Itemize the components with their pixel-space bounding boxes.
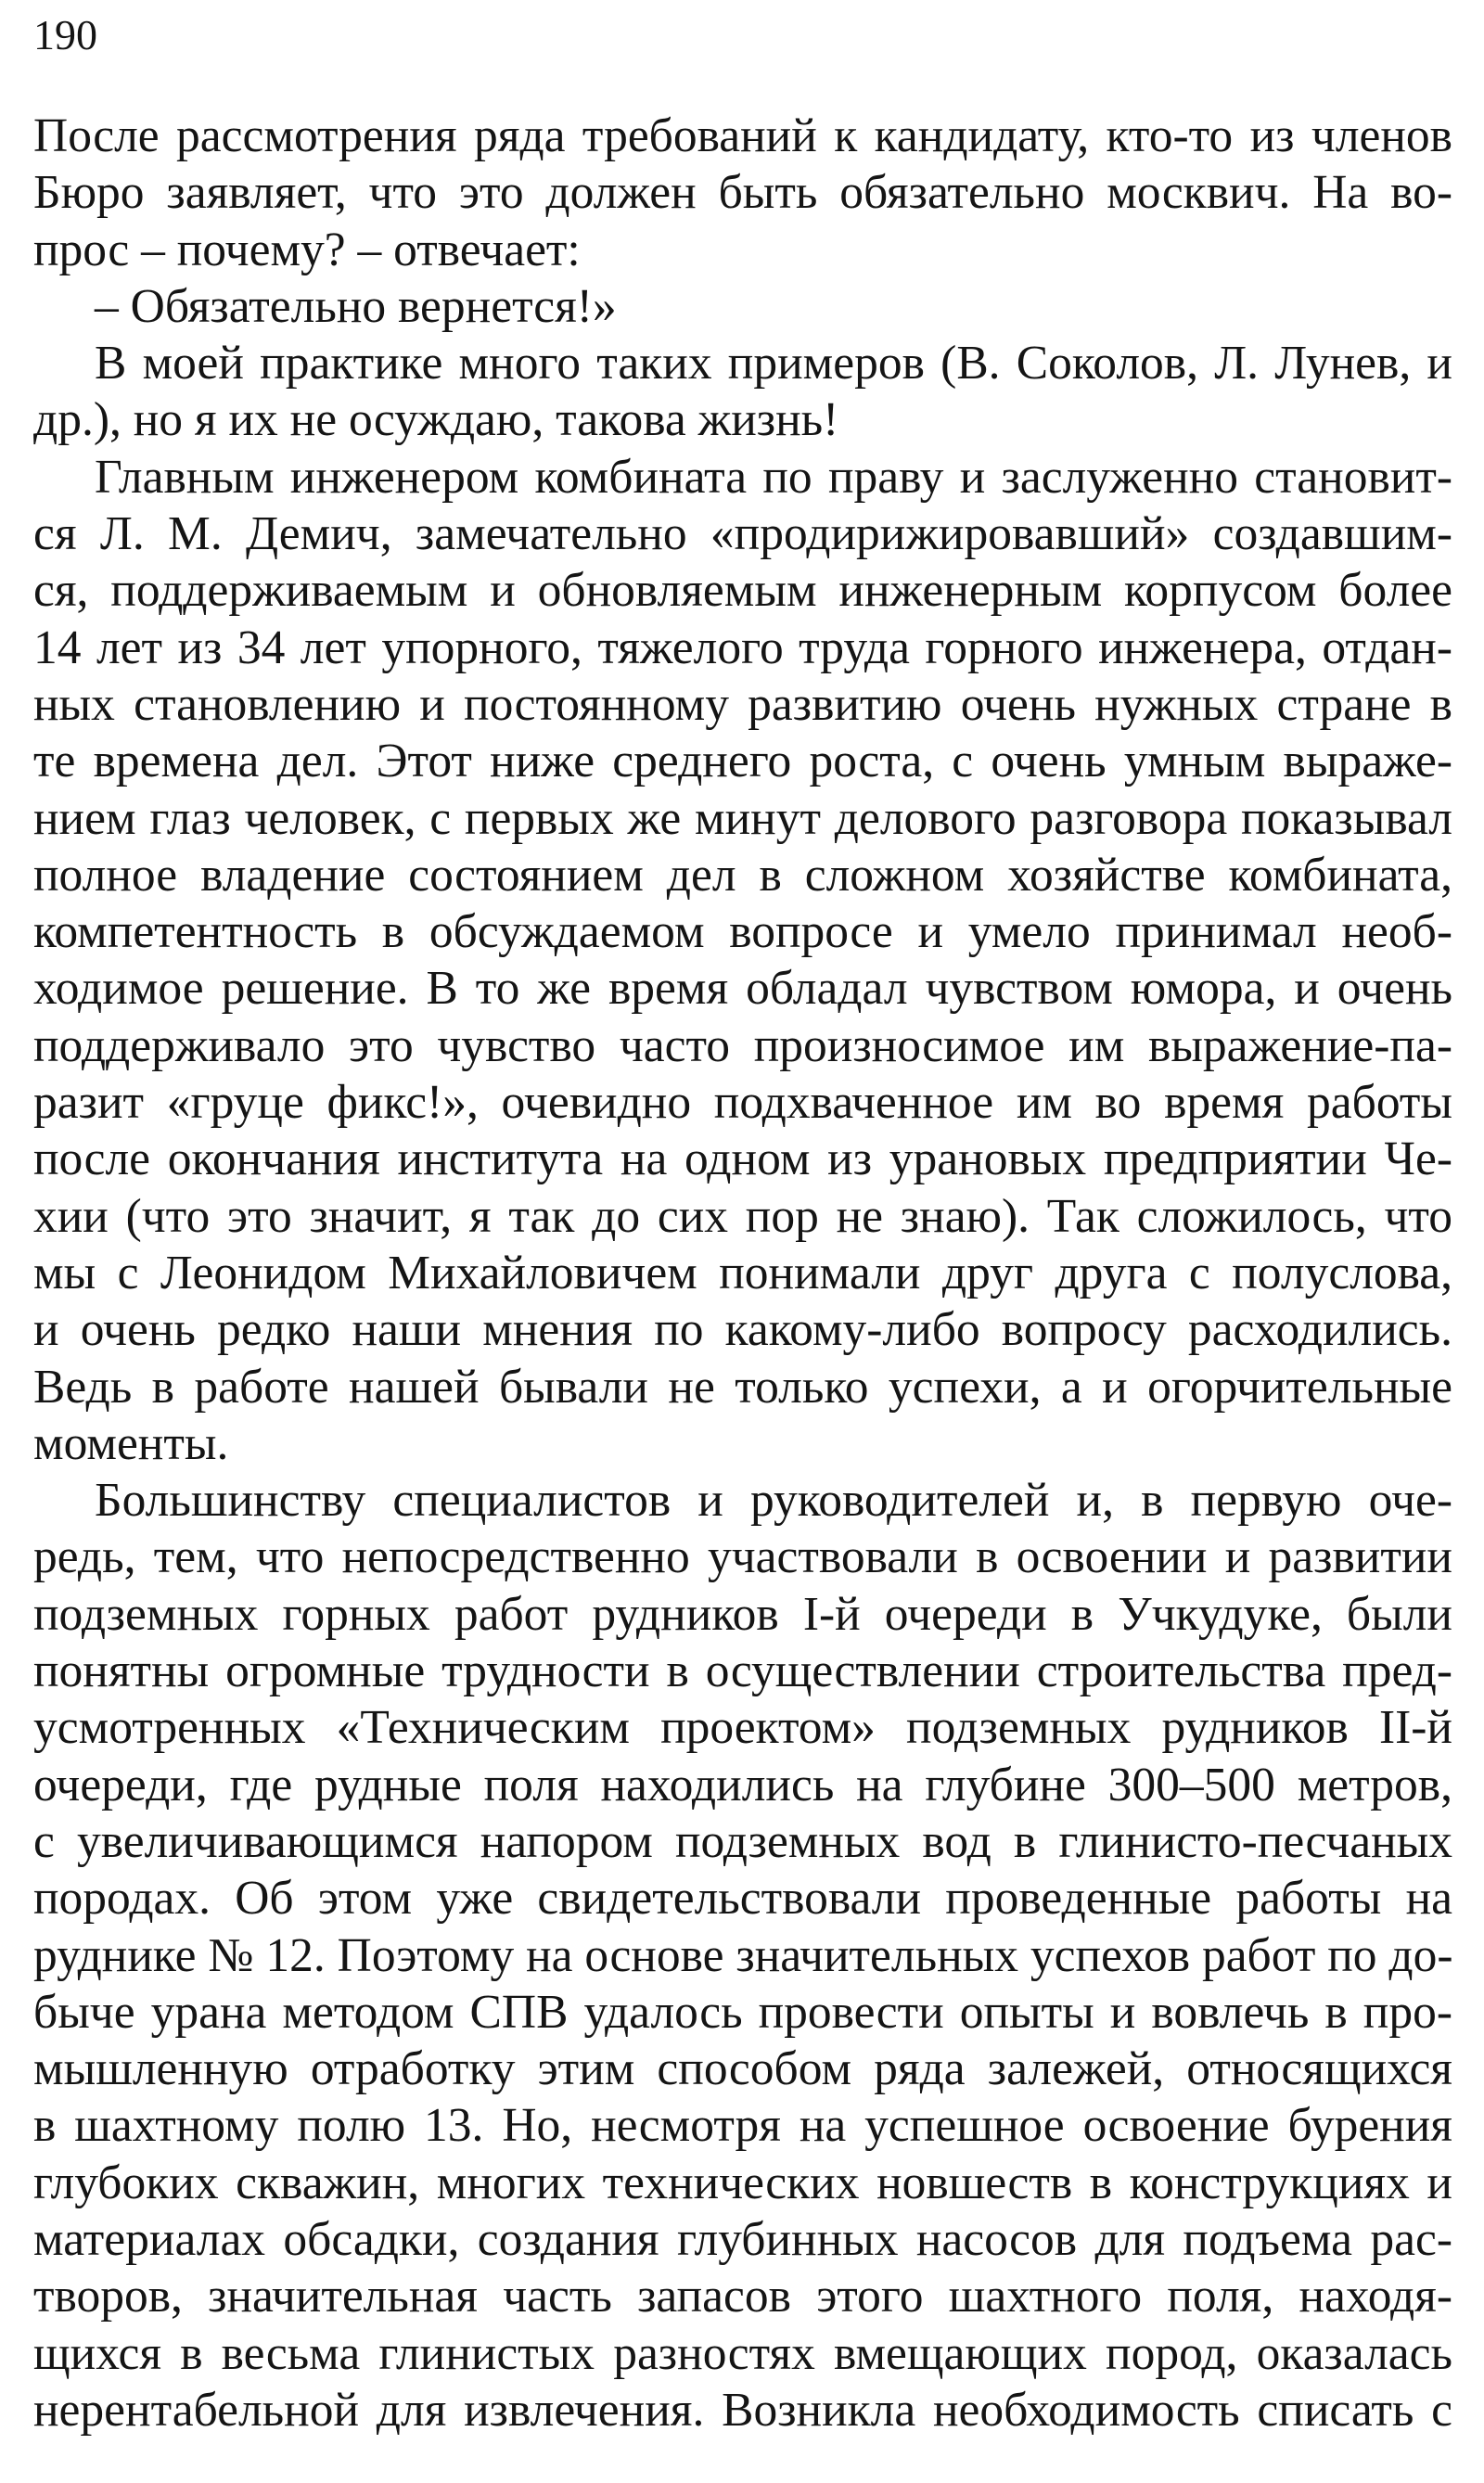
text-line: прос – почему? – отвечает: <box>33 223 581 276</box>
text-line: и очень редко наши мнения по какому-либо вопросу расходились. <box>33 1303 1452 1357</box>
text-line: ся Л. М. Демич, замечательно «продирижировавший» создавшим- <box>33 507 1452 561</box>
text-line: В моей практике много таких примеров (В. Соколов, Л. Лунев, и <box>95 337 1452 390</box>
text-line: разит «груце фикс!», очевидно подхваченное им во время работы <box>33 1076 1452 1130</box>
text-line: Ведь в работе нашей бывали не только успехи, а и огорчительные <box>33 1360 1452 1414</box>
text-line: те времена дел. Этот ниже среднего роста, с очень умным выраже- <box>33 735 1452 788</box>
text-line: Бюро заявляет, что это должен быть обязательно москвич. На во- <box>33 166 1452 220</box>
body-text <box>33 108 1452 2438</box>
text-line: руднике № 12. Поэтому на основе значительных успехов работ по до- <box>33 1928 1453 1982</box>
text-line: Главным инженером комбината по праву и заслуженно становит- <box>95 450 1452 504</box>
text-line: Большинству специалистов и руководителей и, в первую оче- <box>95 1474 1452 1528</box>
text-line: нерентабельной для извлечения. Возникла необходимость списать с <box>33 2383 1452 2437</box>
text-line: – Обязательно вернется!» <box>95 279 617 333</box>
text-line: хии (что это значит, я так до сих пор не знаю). Так сложилось, что <box>33 1189 1452 1243</box>
text-line: мы с Леонидом Михайловичем понимали друг друга с полуслова, <box>33 1246 1452 1299</box>
text-line: мышленную отработку этим способом ряда залежей, относящихся <box>33 2042 1452 2096</box>
text-line: ходимое решение. В то же время обладал чувством юмора, и очень <box>33 962 1452 1016</box>
text-line: ных становлению и постоянному развитию очень нужных стране в <box>33 677 1452 731</box>
text-line: породах. Об этом уже свидетельствовали проведенные работы на <box>33 1872 1452 1926</box>
text-line: полное владение состоянием дел в сложном хозяйстве комбината, <box>33 848 1452 902</box>
text-line: компетентность в обсуждаемом вопросе и умело принимал необ- <box>33 905 1452 959</box>
text-line: с увеличивающимся напором подземных вод в глинисто-песчаных <box>33 1814 1452 1868</box>
text-line: подземных горных работ рудников I-й очереди в Учкудуке, были <box>33 1587 1452 1641</box>
text-line: в шахтному полю 13. Но, несмотря на успешное освоение бурения <box>33 2099 1452 2153</box>
text-line: усмотренных «Техническим проектом» подземных рудников II-й <box>33 1701 1452 1755</box>
text-line: редь, тем, что непосредственно участвовали в освоении и развитии <box>33 1530 1452 1584</box>
text-line: поддерживало это чувство часто произносимое им выражение-па- <box>33 1018 1452 1072</box>
text-line: После рассмотрения ряда требований к кандидату, кто-то из членов <box>33 109 1452 162</box>
text-line: творов, значительная часть запасов этого шахтного поля, находя- <box>33 2270 1452 2323</box>
text-line: щихся в весьма глинистых разностях вмещающих пород, оказалась <box>33 2326 1452 2380</box>
text-line: 14 лет из 34 лет упорного, тяжелого труда горного инженера, отдан- <box>33 621 1452 674</box>
text-line: материалах обсадки, создания глубинных насосов для подъема рас- <box>33 2212 1452 2266</box>
text-line: глубоких скважин, многих технических новшеств в конструкциях и <box>33 2156 1452 2209</box>
text-line: др.), но я их не осуждаю, такова жизнь! <box>33 393 839 447</box>
text-line: очереди, где рудные поля находились на глубине 300–500 метров, <box>33 1758 1452 1811</box>
text-line: понятны огромные трудности в осуществлении строительства пред- <box>33 1645 1452 1698</box>
text-line: после окончания института на одном из урановых предприятии Че- <box>33 1133 1452 1186</box>
text-line: ся, поддерживаемым и обновляемым инженерным корпусом более <box>33 564 1452 618</box>
page-number: 190 <box>33 11 97 58</box>
text-line: моменты. <box>33 1416 229 1470</box>
text-line: быче урана методом СПВ удалось провести опыты и вовлечь в про- <box>33 1985 1452 2039</box>
text-line: нием глаз человек, с первых же минут делового разговора показывал <box>33 791 1452 845</box>
